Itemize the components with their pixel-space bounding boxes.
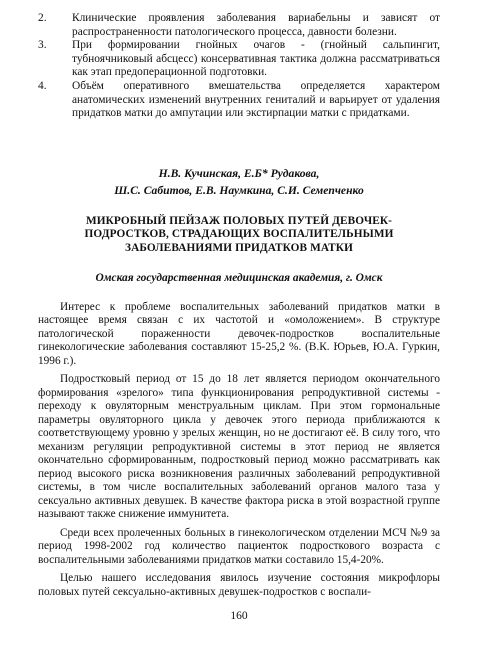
article-affiliation: Омская государственная медицинская академия, г. Омск: [95, 271, 383, 284]
list-item: [38, 12, 440, 39]
conclusions-list: [38, 12, 440, 121]
article-authors: [38, 165, 440, 199]
article-title: [38, 215, 440, 255]
body-paragraph: Интерес к проблеме воспалительных заболеваний придатков матки в настоящее время связан с их частотой и «омоложением». В структуре патологической пораженности девочек-подростков воспалительные гинекологические заболевания составляют 15-25,2 %. (В.К. Юрьев, Ю.А. Гуркин, 1996 г.).: [38, 300, 440, 367]
list-item: [38, 80, 440, 121]
authors-line: Ш.С. Сабитов, Е.В. Наумкина, С.И. Семепченко: [114, 183, 364, 197]
document-page: [38, 12, 440, 604]
title-line: ПОДРОСТКОВ, СТРАДАЮЩИХ ВОСПАЛИТЕЛЬНЫМИ: [84, 228, 394, 241]
authors-line: Н.В. Кучинская, Е.Б* Рудакова,: [158, 166, 320, 180]
page-number: 160: [230, 610, 248, 622]
body-paragraph: Подростковый период от 15 до 18 лет является периодом окончательного формирования «зрелого» типа функционирования репродуктивной системы - переходу к овуляторным менструальным циклам. При этом гормональные параметры овуляторного цикла у девочек этого периода приближаются к соответствующему уровню у зрелых женщин, но не достигают её. В силу того, что механизм регуляции репродуктивной системы в этот период не является окончательно сформированным, подростковый период можно рассматривать как период высокого риска возникновения различных заболеваний репродуктивной системы, в том числе воспалительных заболеваний органов малого таза у сексуально активных девушек. В качестве фактора риска в этой возрастной группе называют также снижение иммунитета.: [38, 373, 440, 521]
list-item-text: При формировании гнойных очагов - (гнойный сальпингит, тубноячниковый абсцесс) консервативная тактика должна рассматриваться как этап предоперационной подготовки.: [72, 39, 440, 79]
list-item-text: Объём оперативного вмешательства определяется характером анатомических изменений внутренних гениталий и варьирует от удаления придатков матки до ампутации или экстирпации матки с придатками.: [72, 79, 440, 120]
list-item: [38, 39, 440, 80]
title-line: ЗАБОЛЕВАНИЯМИ ПРИДАТКОВ МАТКИ: [125, 241, 353, 254]
list-item-number: 4.: [38, 79, 47, 92]
list-item-text: Клинические проявления заболевания вариабельны и зависят от распространенности патологического процесса, давности болезни.: [72, 12, 440, 38]
title-line: МИКРОБНЫЙ ПЕЙЗАЖ ПОЛОВЫХ ПУТЕЙ ДЕВОЧЕК-: [85, 214, 393, 227]
list-item-number: 3.: [38, 39, 47, 52]
body-paragraph: Среди всех пролеченных больных в гинекологическом отделении МСЧ №9 за период 1998-2002 год количество пациенток подросткового возраста с воспалительными заболеваниями придатков матки составило 15,4-20%.: [38, 526, 440, 566]
article-body: [38, 301, 440, 600]
list-item-number: 2.: [38, 12, 47, 24]
body-paragraph: Целью нашего исследования явилось изучение состояния микрофлоры половых путей сексуально-активных девушек-подростков с воспали-: [38, 572, 440, 598]
